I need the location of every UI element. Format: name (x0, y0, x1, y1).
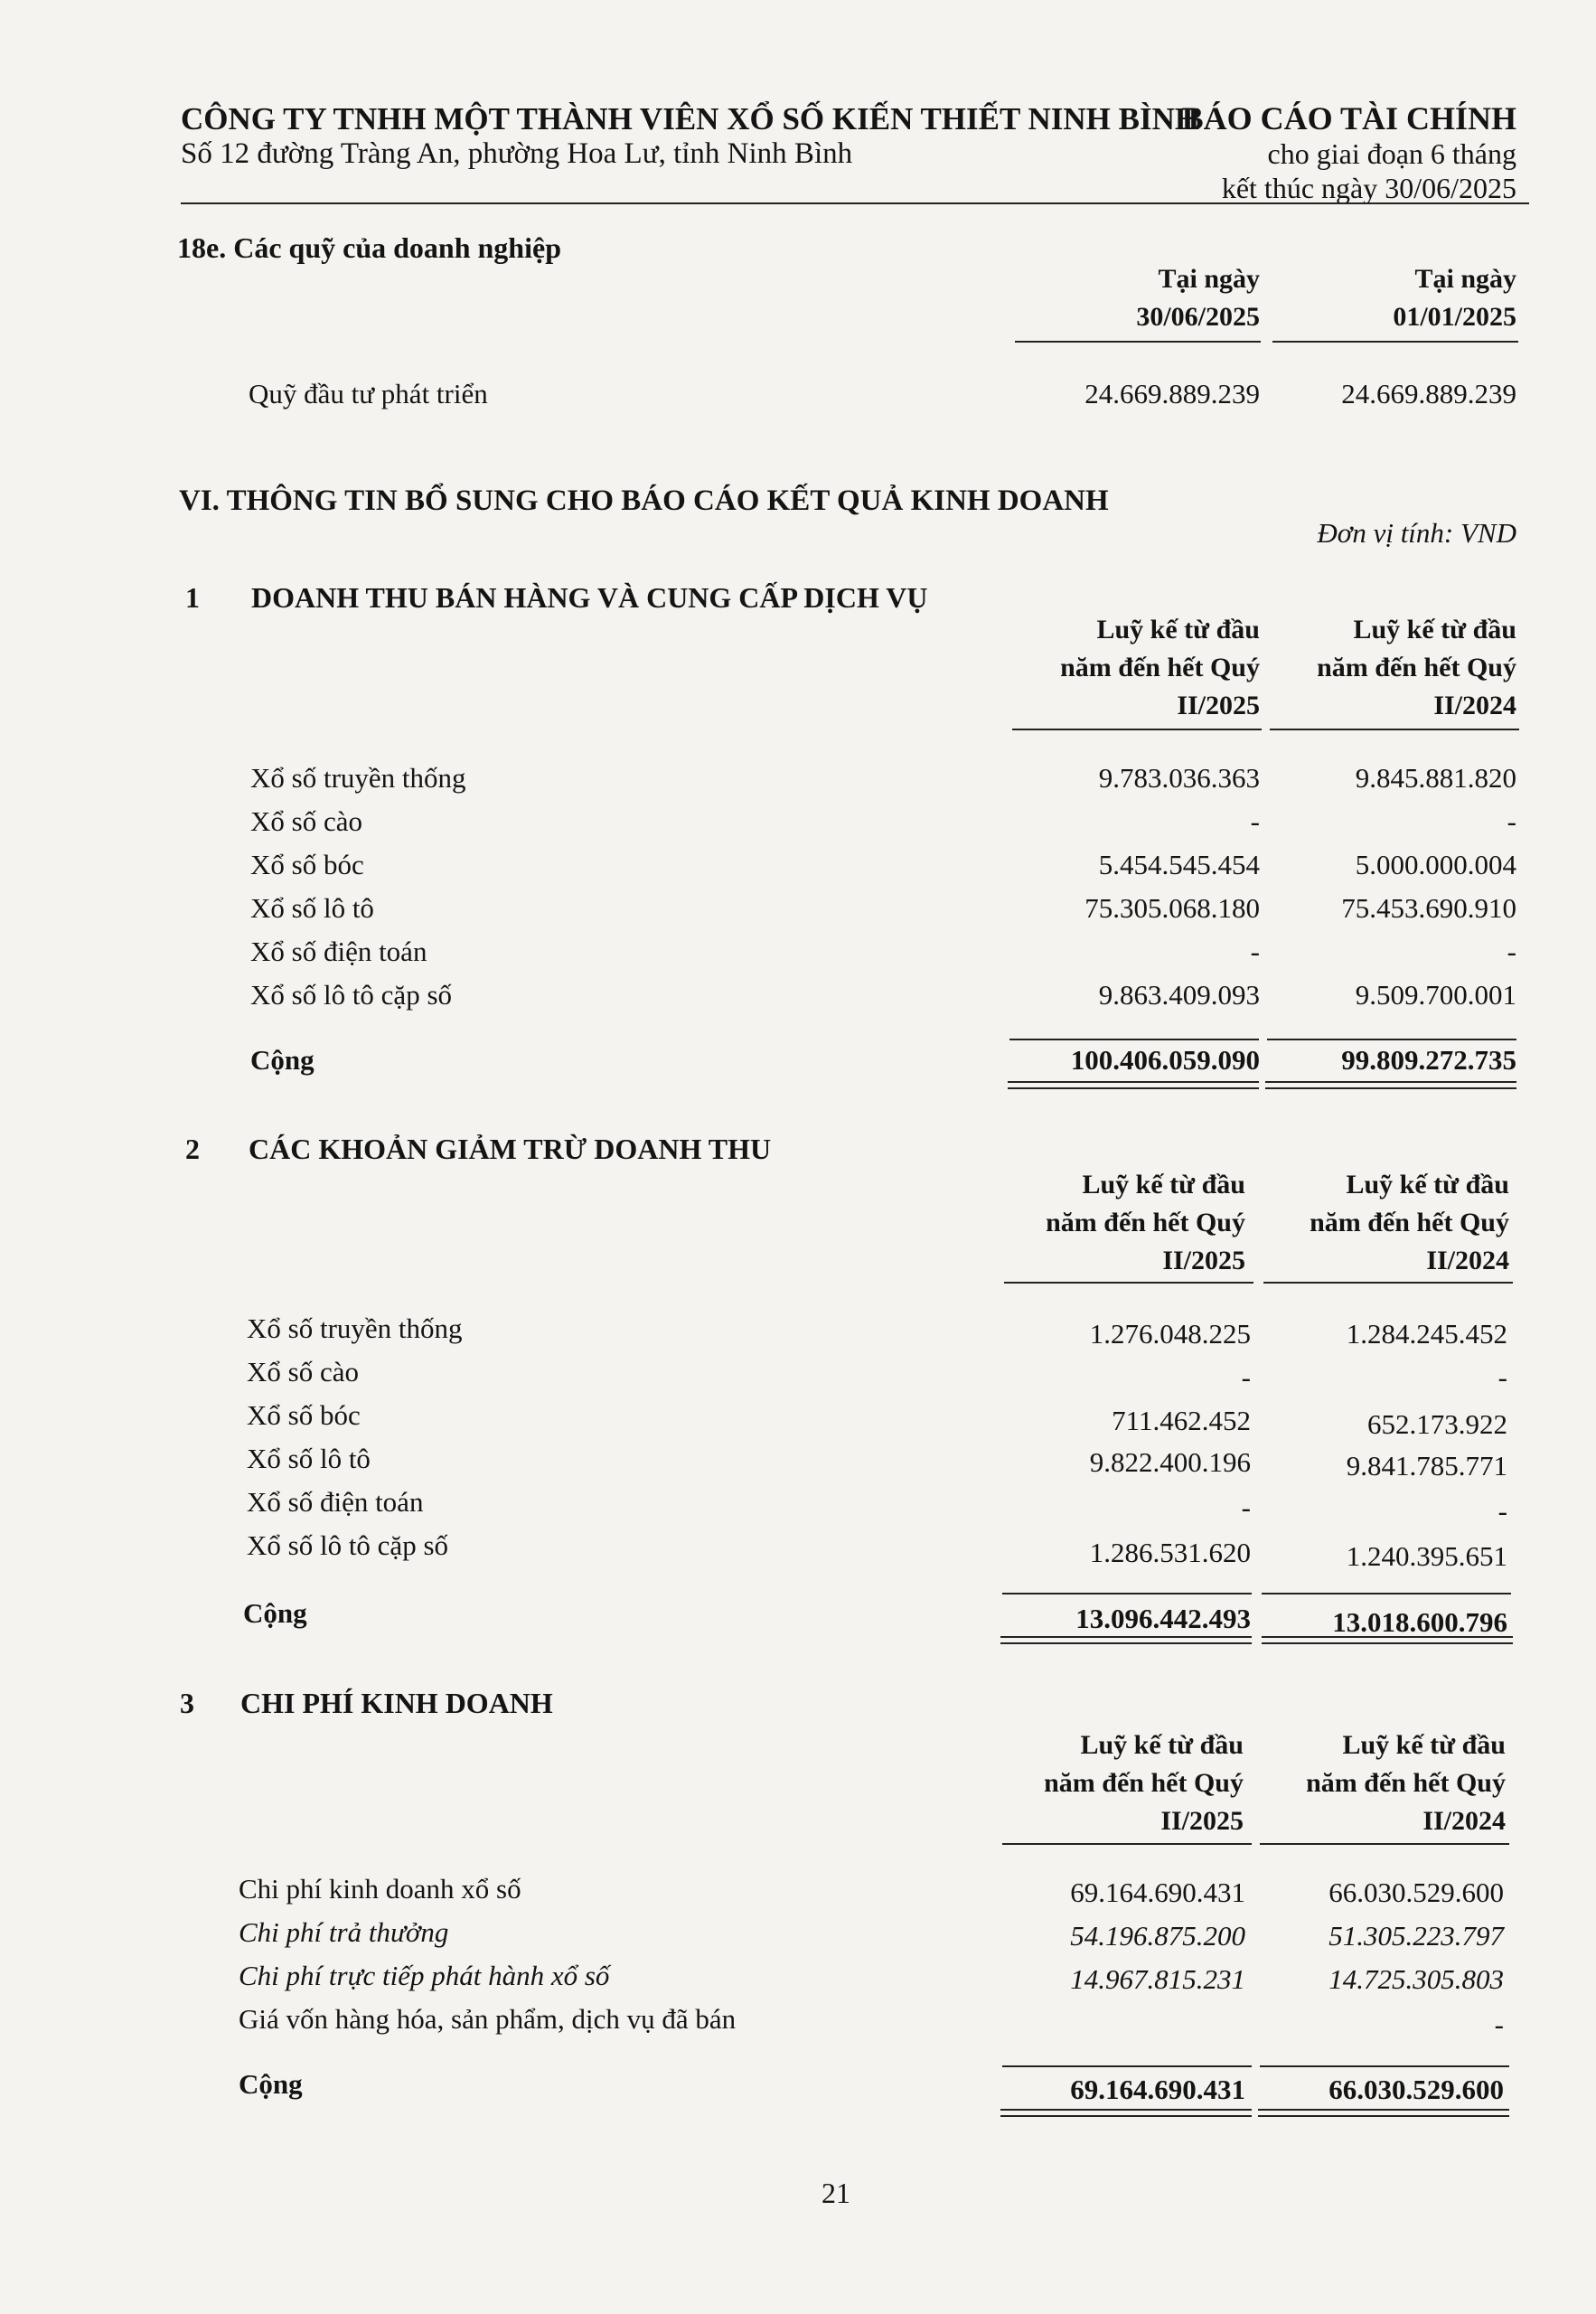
s1-r3-v2: 75.453.690.910 (1341, 892, 1516, 924)
s2-c1-l2: năm đến hết Quý (1046, 1208, 1245, 1237)
s2-r0-v1: 1.276.048.225 (1089, 1318, 1251, 1350)
s1-r5-label: Xổ số lô tô cặp số (250, 979, 453, 1011)
section1-number: 1 (185, 581, 200, 614)
s1-c2-l2: năm đến hết Quý (1317, 653, 1516, 682)
section3-title: CHI PHÍ KINH DOANH (240, 1687, 553, 1719)
s2-r2-v1: 711.462.452 (1112, 1405, 1251, 1436)
s3-c2-l2: năm đến hết Quý (1306, 1768, 1506, 1798)
section2-total-v2: 13.018.600.796 (1332, 1606, 1507, 1638)
section3-col2-rule (1260, 1843, 1509, 1845)
report-period-line2: kết thúc ngày 30/06/2025 (1221, 172, 1516, 204)
funds-col2-rule (1272, 341, 1518, 343)
section1-total-v1: 100.406.059.090 (1070, 1044, 1260, 1076)
section2-total-top-rule-1 (1002, 1593, 1252, 1594)
s3-r1-label: Chi phí trả thưởng (239, 1916, 449, 1948)
s2-r1-v2: - (1497, 1361, 1507, 1393)
part6-title: VI. THÔNG TIN BỔ SUNG CHO BÁO CÁO KẾT QUẢ KINH DOANH (179, 484, 1109, 517)
s2-c2-l3: II/2024 (1426, 1246, 1509, 1275)
s1-r0-label: Xổ số truyền thống (250, 762, 466, 794)
s3-c2-l3: II/2024 (1422, 1806, 1506, 1836)
section3-total-top-rule-2 (1260, 2065, 1509, 2067)
section2-col2-head (1220, 1166, 1509, 1280)
page-number: 21 (821, 2177, 850, 2209)
s1-r0-v2: 9.845.881.820 (1355, 762, 1516, 794)
section2-total-double-rule-2 (1262, 1636, 1513, 1644)
section3-col1-rule (1002, 1843, 1252, 1845)
s2-r0-label: Xổ số truyền thống (247, 1312, 463, 1344)
s2-r0-v2: 1.284.245.452 (1346, 1318, 1507, 1350)
s3-c1-l2: năm đến hết Quý (1044, 1768, 1244, 1798)
s1-r4-v1: - (1250, 936, 1260, 967)
funds-row-label: Quỹ đầu tư phát triển (249, 378, 488, 409)
header-rule (181, 202, 1529, 204)
section1-col1-rule (1012, 729, 1262, 730)
section1-total-double-rule-2 (1265, 1081, 1516, 1089)
section3-total-v1: 69.164.690.431 (1070, 2074, 1245, 2105)
s2-r3-v1: 9.822.400.196 (1089, 1446, 1251, 1478)
section1-col2-head (1227, 611, 1516, 725)
section1-total-top-rule-2 (1267, 1039, 1516, 1040)
section3-number: 3 (180, 1687, 194, 1719)
section2-col1-rule (1004, 1282, 1253, 1284)
s1-r2-v2: 5.000.000.004 (1355, 849, 1516, 880)
section1-title: DOANH THU BÁN HÀNG VÀ CUNG CẤP DỊCH VỤ (251, 581, 928, 614)
funds-title: 18e. Các quỹ của doanh nghiệp (177, 231, 561, 264)
funds-col1-head (989, 260, 1260, 336)
funds-row-v1: 24.669.889.239 (1084, 378, 1260, 409)
section3-total-double-rule-1 (1000, 2109, 1252, 2117)
s1-r2-label: Xổ số bóc (250, 849, 364, 880)
s3-r2-v2: 14.725.305.803 (1328, 1963, 1504, 1995)
s1-c1-l1: Luỹ kế từ đầu (1096, 615, 1260, 644)
section2-col2-rule (1263, 1282, 1513, 1284)
section2-col1-head (956, 1166, 1245, 1280)
report-period-line1: cho giai đoạn 6 tháng (1267, 137, 1516, 170)
s1-c2-l1: Luỹ kế từ đầu (1353, 615, 1516, 644)
s3-r2-label: Chi phí trực tiếp phát hành xổ số (239, 1960, 610, 1991)
report-title: BÁO CÁO TÀI CHÍNH (1181, 100, 1516, 136)
s2-r5-label: Xổ số lô tô cặp số (247, 1529, 449, 1561)
s2-r3-label: Xổ số lô tô (247, 1443, 371, 1474)
s3-r2-v1: 14.967.815.231 (1070, 1963, 1245, 1995)
funds-col1-line1: Tại ngày (1158, 264, 1260, 294)
company-address: Số 12 đường Tràng An, phường Hoa Lư, tỉnh Ninh Bình (181, 137, 853, 170)
s1-c1-l2: năm đến hết Quý (1060, 653, 1260, 682)
section2-number: 2 (185, 1133, 200, 1165)
s3-r3-label: Giá vốn hàng hóa, sản phẩm, dịch vụ đã bán (239, 2003, 737, 2035)
section3-total-v2: 66.030.529.600 (1328, 2074, 1504, 2105)
s1-c2-l3: II/2024 (1433, 691, 1516, 720)
s1-r3-v1: 75.305.068.180 (1084, 892, 1260, 924)
section3-col2-head (1216, 1726, 1506, 1840)
section3-total-double-rule-2 (1258, 2109, 1509, 2117)
funds-row-v2: 24.669.889.239 (1341, 378, 1516, 409)
s1-r0-v1: 9.783.036.363 (1098, 762, 1260, 794)
s1-r5-v1: 9.863.409.093 (1098, 979, 1260, 1011)
s2-r5-v1: 1.286.531.620 (1089, 1537, 1251, 1568)
funds-col1-rule (1015, 341, 1261, 343)
section2-total-label: Cộng (243, 1597, 307, 1629)
funds-col2-line2: 01/01/2025 (1393, 302, 1516, 332)
s2-r1-v1: - (1241, 1361, 1251, 1393)
s2-r5-v2: 1.240.395.651 (1346, 1540, 1507, 1572)
s2-c2-l1: Luỹ kế từ đầu (1346, 1170, 1509, 1199)
unit-label: Đơn vị tính: VND (1317, 517, 1516, 549)
section1-total-double-rule-1 (1008, 1081, 1259, 1089)
s2-r4-label: Xổ số điện toán (247, 1486, 424, 1518)
section3-total-top-rule-1 (1002, 2065, 1252, 2067)
s2-c1-l1: Luỹ kế từ đầu (1082, 1170, 1245, 1199)
s3-r0-label: Chi phí kinh doanh xổ số (239, 1873, 521, 1905)
section3-total-label: Cộng (239, 2068, 303, 2100)
s1-r4-label: Xổ số điện toán (250, 936, 427, 967)
funds-col1-line2: 30/06/2025 (1136, 302, 1260, 332)
s3-r1-v1: 54.196.875.200 (1070, 1920, 1245, 1952)
funds-col2-line1: Tại ngày (1414, 264, 1516, 294)
s3-r3-v2: - (1494, 2008, 1504, 2040)
s1-r2-v1: 5.454.545.454 (1098, 849, 1260, 880)
s2-r1-label: Xổ số cào (247, 1356, 359, 1387)
s1-r3-label: Xổ số lô tô (250, 892, 374, 924)
s3-r0-v1: 69.164.690.431 (1070, 1877, 1245, 1908)
section1-total-v2: 99.809.272.735 (1341, 1044, 1516, 1076)
s1-r1-label: Xổ số cào (250, 805, 362, 837)
s3-r1-v2: 51.305.223.797 (1328, 1920, 1504, 1952)
section2-total-top-rule-2 (1262, 1593, 1511, 1594)
s3-r0-v2: 66.030.529.600 (1328, 1877, 1504, 1908)
s2-r2-label: Xổ số bóc (247, 1399, 361, 1431)
funds-col2-head (1245, 260, 1516, 336)
s1-r1-v1: - (1250, 805, 1260, 837)
s1-r5-v2: 9.509.700.001 (1355, 979, 1516, 1011)
section1-total-label: Cộng (250, 1044, 315, 1076)
s2-r2-v2: 652.173.922 (1367, 1408, 1507, 1440)
section2-total-v1: 13.096.442.493 (1075, 1603, 1251, 1634)
s2-r4-v1: - (1241, 1491, 1251, 1523)
section2-title: CÁC KHOẢN GIẢM TRỪ DOANH THU (249, 1133, 772, 1165)
s2-r4-v2: - (1497, 1495, 1507, 1527)
s3-c1-l3: II/2025 (1160, 1806, 1244, 1836)
s1-r1-v2: - (1507, 805, 1516, 837)
section1-col2-rule (1270, 729, 1519, 730)
s3-c2-l1: Luỹ kế từ đầu (1342, 1730, 1506, 1760)
section3-col1-head (954, 1726, 1244, 1840)
s2-c2-l2: năm đến hết Quý (1310, 1208, 1509, 1237)
section2-total-double-rule-1 (1000, 1636, 1252, 1644)
section1-col1-head (971, 611, 1260, 725)
s1-c1-l3: II/2025 (1177, 691, 1260, 720)
s2-r3-v2: 9.841.785.771 (1346, 1450, 1507, 1482)
s1-r4-v2: - (1507, 936, 1516, 967)
company-name: CÔNG TY TNHH MỘT THÀNH VIÊN XỔ SỐ KIẾN THIẾT NINH BÌNH (181, 101, 1200, 136)
s3-c1-l1: Luỹ kế từ đầu (1080, 1730, 1244, 1760)
section1-total-top-rule-1 (1009, 1039, 1259, 1040)
s2-c1-l3: II/2025 (1162, 1246, 1245, 1275)
